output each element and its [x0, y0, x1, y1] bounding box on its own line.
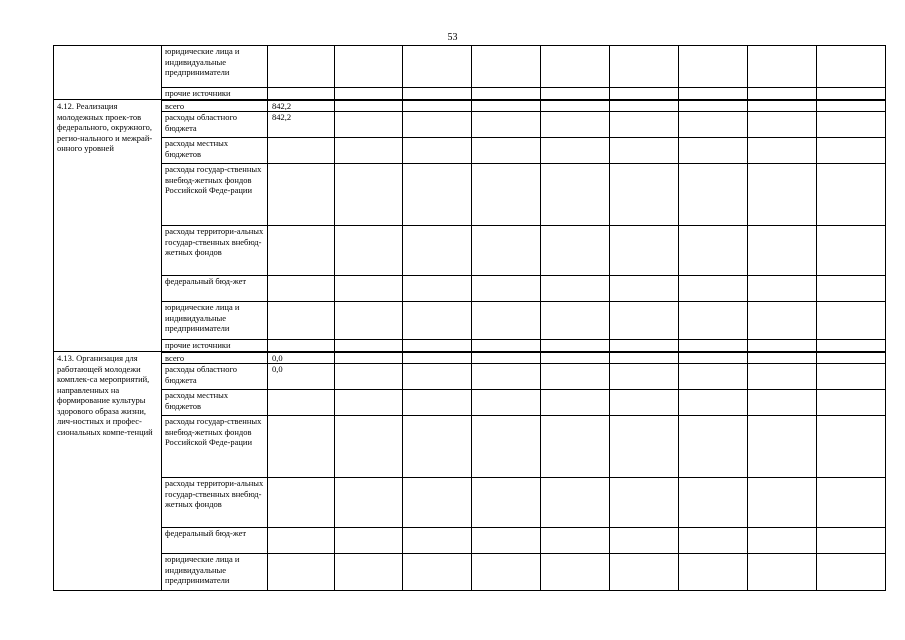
year-value-cell [472, 528, 541, 554]
year-value-cell [610, 478, 679, 528]
year-value-cell [679, 340, 748, 352]
table-row [54, 478, 886, 528]
year-value-cell [610, 554, 679, 591]
funding-source-cell: всего [162, 352, 268, 364]
year-value-cell [610, 364, 679, 390]
year-value-cell [679, 416, 748, 478]
year-value-cell [748, 528, 817, 554]
year-value-cell [817, 528, 886, 554]
year-value-cell [541, 226, 610, 276]
funding-source-cell: прочие источники [162, 88, 268, 100]
total-value-cell [268, 340, 335, 352]
year-value-cell [472, 554, 541, 591]
year-value-cell [335, 138, 403, 164]
year-value-cell [335, 164, 403, 226]
year-value-cell [335, 276, 403, 302]
year-value-cell [541, 528, 610, 554]
year-value-cell [817, 276, 886, 302]
year-value-cell [472, 88, 541, 100]
year-value-cell [541, 112, 610, 138]
year-value-cell [679, 164, 748, 226]
table-row [54, 416, 886, 478]
year-value-cell [403, 276, 472, 302]
year-value-cell [541, 416, 610, 478]
year-value-cell [335, 340, 403, 352]
year-value-cell [541, 164, 610, 226]
year-value-cell [679, 364, 748, 390]
year-value-cell [748, 88, 817, 100]
year-value-cell [679, 88, 748, 100]
year-value-cell [817, 554, 886, 591]
total-value-cell: 842,2 [268, 112, 335, 138]
year-value-cell [472, 340, 541, 352]
funding-source-cell: расходы территори-альных государ-ственных внебюд-жетных фондов [162, 226, 268, 276]
year-value-cell [403, 554, 472, 591]
year-value-cell [679, 112, 748, 138]
task-name-cell: 4.13. Организация для работающей молодежи комплек-са мероприятий, направленных на формирование культуры здорового образа жизни, лич-ностных и профес-сиональных компе-тенций [54, 352, 162, 591]
year-value-cell [403, 88, 472, 100]
year-value-cell [748, 276, 817, 302]
year-value-cell [541, 364, 610, 390]
year-value-cell [748, 46, 817, 88]
funding-source-cell: расходы областного бюджета [162, 364, 268, 390]
year-value-cell [403, 46, 472, 88]
year-value-cell [748, 302, 817, 340]
page-number: 53 [447, 32, 458, 43]
total-value-cell: 0,0 [268, 364, 335, 390]
year-value-cell [679, 100, 748, 112]
year-value-cell [679, 226, 748, 276]
funding-source-cell: расходы местных бюджетов [162, 390, 268, 416]
year-value-cell [679, 478, 748, 528]
table-row [54, 390, 886, 416]
funding-source-cell: всего [162, 100, 268, 112]
year-value-cell [335, 226, 403, 276]
year-value-cell [541, 88, 610, 100]
table-row [54, 112, 886, 138]
table-row [54, 226, 886, 276]
total-value-cell [268, 164, 335, 226]
year-value-cell [335, 390, 403, 416]
year-value-cell [403, 478, 472, 528]
funding-source-cell: расходы областного бюджета [162, 112, 268, 138]
year-value-cell [472, 226, 541, 276]
table-row [54, 138, 886, 164]
funding-source-cell: расходы государ-ственных внебюд-жетных фондов Российской Феде-рации [162, 416, 268, 478]
year-value-cell [610, 164, 679, 226]
year-value-cell [679, 276, 748, 302]
year-value-cell [541, 46, 610, 88]
table-row [54, 340, 886, 352]
year-value-cell [472, 164, 541, 226]
funding-source-cell: федеральный бюд-жет [162, 276, 268, 302]
table-row [54, 302, 886, 340]
year-value-cell [817, 164, 886, 226]
year-value-cell [335, 100, 403, 112]
year-value-cell [817, 46, 886, 88]
task-name-cell: 4.12. Реализация молодежных проек-тов федерального, окружного, регио-нального и межрай-онного уровней [54, 100, 162, 352]
year-value-cell [541, 340, 610, 352]
year-value-cell [817, 340, 886, 352]
year-value-cell [748, 352, 817, 364]
total-value-cell [268, 416, 335, 478]
year-value-cell [403, 340, 472, 352]
total-value-cell [268, 478, 335, 528]
total-value-cell [268, 302, 335, 340]
year-value-cell [472, 416, 541, 478]
year-value-cell [472, 302, 541, 340]
year-value-cell [403, 138, 472, 164]
year-value-cell [541, 276, 610, 302]
year-value-cell [748, 478, 817, 528]
year-value-cell [335, 352, 403, 364]
year-value-cell [335, 364, 403, 390]
year-value-cell [403, 390, 472, 416]
year-value-cell [817, 138, 886, 164]
year-value-cell [748, 390, 817, 416]
total-value-cell: 842,2 [268, 100, 335, 112]
year-value-cell [610, 112, 679, 138]
funding-source-cell: прочие источники [162, 340, 268, 352]
task-name-cell [54, 46, 162, 100]
year-value-cell [610, 416, 679, 478]
year-value-cell [610, 100, 679, 112]
year-value-cell [817, 416, 886, 478]
year-value-cell [610, 340, 679, 352]
year-value-cell [541, 554, 610, 591]
year-value-cell [748, 226, 817, 276]
total-value-cell [268, 390, 335, 416]
year-value-cell [472, 364, 541, 390]
year-value-cell [610, 302, 679, 340]
year-value-cell [335, 302, 403, 340]
year-value-cell [472, 138, 541, 164]
year-value-cell [403, 352, 472, 364]
year-value-cell [610, 390, 679, 416]
total-value-cell [268, 88, 335, 100]
year-value-cell [335, 46, 403, 88]
year-value-cell [472, 352, 541, 364]
year-value-cell [817, 478, 886, 528]
year-value-cell [679, 138, 748, 164]
year-value-cell [610, 528, 679, 554]
year-value-cell [472, 46, 541, 88]
funding-source-cell: расходы местных бюджетов [162, 138, 268, 164]
year-value-cell [817, 364, 886, 390]
funding-source-cell: юридические лица и индивидуальные предприниматели [162, 46, 268, 88]
total-value-cell [268, 46, 335, 88]
year-value-cell [817, 112, 886, 138]
total-value-cell [268, 226, 335, 276]
year-value-cell [610, 138, 679, 164]
year-value-cell [610, 276, 679, 302]
year-value-cell [541, 390, 610, 416]
year-value-cell [610, 88, 679, 100]
table-row [54, 100, 886, 112]
year-value-cell [335, 112, 403, 138]
funding-source-cell: федеральный бюд-жет [162, 528, 268, 554]
year-value-cell [679, 302, 748, 340]
year-value-cell [403, 112, 472, 138]
year-value-cell [679, 390, 748, 416]
year-value-cell [541, 100, 610, 112]
funding-source-cell: юридические лица и индивидуальные предприниматели [162, 554, 268, 591]
year-value-cell [748, 112, 817, 138]
year-value-cell [817, 88, 886, 100]
funding-source-cell: расходы государ-ственных внебюд-жетных фондов Российской Феде-рации [162, 164, 268, 226]
year-value-cell [335, 478, 403, 528]
funding-table [53, 45, 886, 591]
funding-source-cell: юридические лица и индивидуальные предприниматели [162, 302, 268, 340]
year-value-cell [403, 226, 472, 276]
year-value-cell [472, 112, 541, 138]
year-value-cell [541, 352, 610, 364]
year-value-cell [335, 88, 403, 100]
table-row [54, 528, 886, 554]
year-value-cell [403, 164, 472, 226]
table-row [54, 364, 886, 390]
year-value-cell [748, 416, 817, 478]
year-value-cell [817, 352, 886, 364]
year-value-cell [748, 554, 817, 591]
year-value-cell [679, 554, 748, 591]
year-value-cell [472, 100, 541, 112]
total-value-cell: 0,0 [268, 352, 335, 364]
year-value-cell [817, 226, 886, 276]
funding-source-cell: расходы территори-альных государ-ственных внебюд-жетных фондов [162, 478, 268, 528]
table-row [54, 276, 886, 302]
year-value-cell [610, 352, 679, 364]
year-value-cell [610, 46, 679, 88]
year-value-cell [541, 302, 610, 340]
table-row [54, 46, 886, 88]
table-row [54, 88, 886, 100]
year-value-cell [335, 528, 403, 554]
year-value-cell [335, 554, 403, 591]
year-value-cell [748, 164, 817, 226]
table-row [54, 554, 886, 591]
year-value-cell [335, 416, 403, 478]
year-value-cell [541, 478, 610, 528]
year-value-cell [817, 390, 886, 416]
year-value-cell [610, 226, 679, 276]
year-value-cell [748, 138, 817, 164]
year-value-cell [541, 138, 610, 164]
year-value-cell [403, 302, 472, 340]
year-value-cell [472, 478, 541, 528]
year-value-cell [679, 352, 748, 364]
table-row [54, 164, 886, 226]
total-value-cell [268, 138, 335, 164]
year-value-cell [748, 100, 817, 112]
total-value-cell [268, 554, 335, 591]
year-value-cell [817, 100, 886, 112]
year-value-cell [679, 528, 748, 554]
total-value-cell [268, 276, 335, 302]
year-value-cell [748, 364, 817, 390]
year-value-cell [403, 364, 472, 390]
year-value-cell [817, 302, 886, 340]
year-value-cell [748, 340, 817, 352]
year-value-cell [472, 390, 541, 416]
year-value-cell [472, 276, 541, 302]
year-value-cell [403, 416, 472, 478]
year-value-cell [403, 100, 472, 112]
total-value-cell [268, 528, 335, 554]
table-row [54, 352, 886, 364]
year-value-cell [403, 528, 472, 554]
year-value-cell [679, 46, 748, 88]
